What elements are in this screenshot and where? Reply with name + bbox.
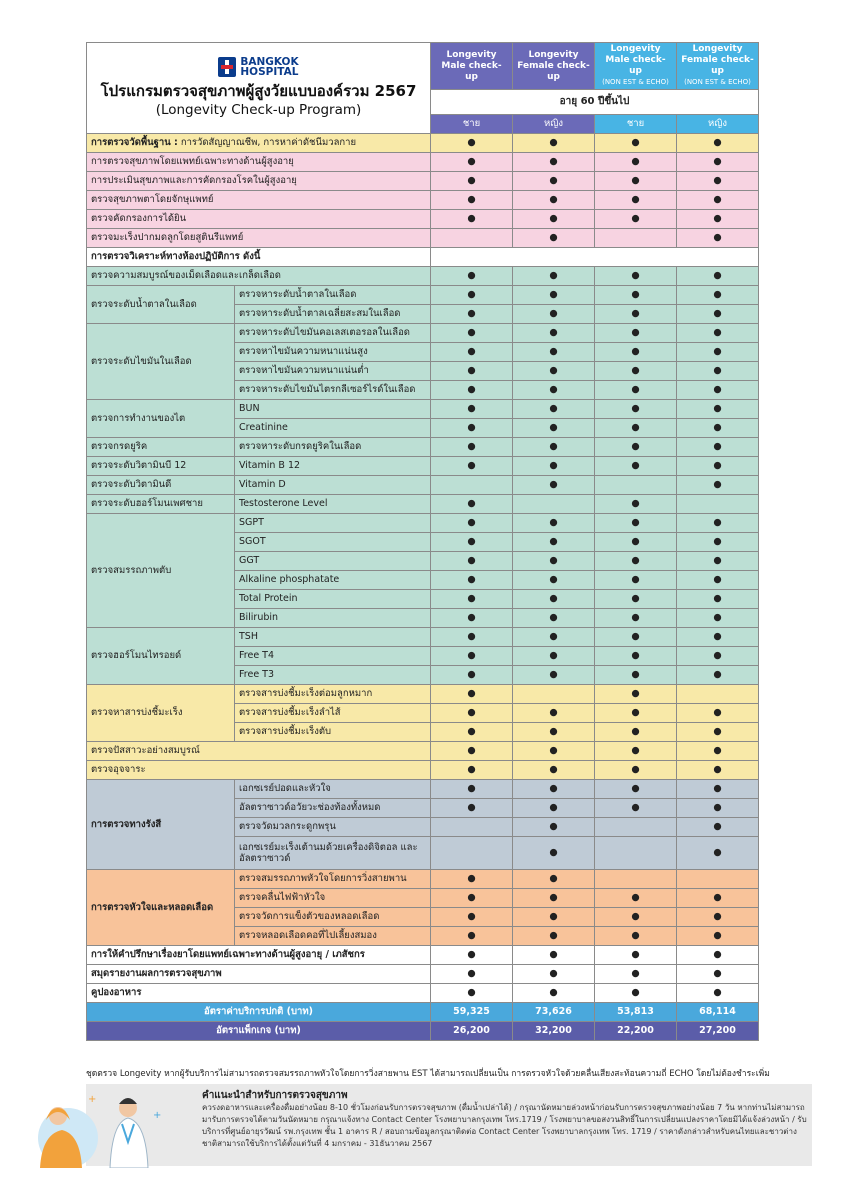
- table-row: GGT ● ● ● ●: [87, 552, 759, 571]
- svg-text:+: +: [153, 1110, 162, 1121]
- cross-logo-icon: [218, 57, 236, 77]
- table-row: ตรวจสารบ่งชี้มะเร็งตับ ● ● ● ●: [87, 723, 759, 742]
- table-row: Free T4 ● ● ● ●: [87, 647, 759, 666]
- table-row: ตรวจหลอดเลือดคอที่ไปเลี้ยงสมอง ● ● ● ●: [87, 927, 759, 946]
- checkup-table: [86, 42, 759, 1041]
- column-male-non-est: Longevity Male check-up (NON EST & ECHO): [595, 43, 677, 90]
- table-row: ตรวจปัสสาวะอย่างสมบูรณ์ ● ● ● ●: [87, 742, 759, 761]
- table-row: ตรวจคัดกรองการได้ยิน ● ● ● ●: [87, 210, 759, 229]
- table-row: การตรวจหัวใจและหลอดเลือด ตรวจสมรรถภาพหัวใจโดยการวิ่งสายพาน ● ●: [87, 870, 759, 889]
- table-row: ตรวจวัดการแข็งตัวของหลอดเลือด ● ● ● ●: [87, 908, 759, 927]
- table-row: ตรวจสมรรถภาพตับ SGPT ● ● ● ●: [87, 514, 759, 533]
- table-row: ตรวจหาระดับไขมันไตรกลีเซอร์ไรด์ในเลือด ● ● ● ●: [87, 381, 759, 400]
- table-row: ตรวจคลื่นไฟฟ้าหัวใจ ● ● ● ●: [87, 889, 759, 908]
- table-row: Bilirubin ● ● ● ●: [87, 609, 759, 628]
- program-title-thai: โปรแกรมตรวจสุขภาพผู้สูงวัยแบบองค์รวม 2567: [100, 82, 417, 100]
- gender-male: ชาย: [431, 115, 513, 134]
- normal-price-row: อัตราค่าบริการปกติ (บาท) 59,325 73,626 53,813 68,114: [87, 1003, 759, 1022]
- table-row: ตรวจระดับวิตามินดี Vitamin D ● ●: [87, 476, 759, 495]
- column-female-non-est: Longevity Female check-up (NON EST & ECHO): [677, 43, 759, 90]
- hospital-logo: BANGKOK HOSPITAL: [218, 57, 298, 77]
- table-row: คูปองอาหาร ● ● ● ●: [87, 984, 759, 1003]
- table-row: การให้คำปรึกษาเรื่องยาโดยแพทย์เฉพาะทางด้านผู้สูงอายุ / เภสัชกร ● ● ● ●: [87, 946, 759, 965]
- table-row: การประเมินสุขภาพและการคัดกรองโรคในผู้สูงอายุ ● ● ● ●: [87, 172, 759, 191]
- doctor-patient-illustration-icon: [18, 1088, 178, 1168]
- advice-text: ควรงดอาหารและเครื่องดื่มอย่างน้อย 8-10 ชั่วโมงก่อนรับการตรวจสุขภาพ (ดื่มน้ำเปล่าได้) / กรุณานัดหมายล่วงหน้าก่อนรับการตรวจสุขภาพอย่างน้อย 7 วัน หากท่านไม่สามารถมารับการตรวจได้ตามวันนัดหมาย กรุณาแจ้งทาง Contact Center โรงพยาบาลกรุงเทพ โทร.1719 / โรงพยาบาลขอสงวนสิทธิ์ในการเปลี่ยนแปลงราคาโดยมิได้แจ้งล่วงหน้า / รับบริการที่ศูนย์อายุรวัฒน์ รพ.กรุงเทพ ชั้น 1 อาคาร R / สอบถามข้อมูลกรุณาติดต่อ Contact Center โรงพยาบาลกรุงเทพ โทร. 1719 / ราคาดังกล่าวสำหรับคนไทยและชาวต่างชาติสามารถใช้บริการได้ตั้งแต่วันที่ 4 มกราคม - 31ธันวาคม 2567: [202, 1103, 807, 1148]
- table-row: Creatinine ● ● ● ●: [87, 419, 759, 438]
- program-title-cell: [87, 43, 431, 134]
- advice-box: [86, 1084, 812, 1166]
- table-row: ตรวจอุจจาระ ● ● ● ●: [87, 761, 759, 780]
- gender-female: หญิง: [677, 115, 759, 134]
- table-row: ตรวจสุขภาพตาโดยจักษุแพทย์ ● ● ● ●: [87, 191, 759, 210]
- table-row: ตรวจระดับฮอร์โมนเพศชาย Testosterone Level ● ●: [87, 495, 759, 514]
- table-row: การตรวจวัดพื้นฐาน : การวัดสัญญาณชีพ, การหาค่าดัชนีมวลกาย ● ● ● ●: [87, 134, 759, 153]
- table-row: ตรวจวัดมวลกระดูกพรุน ● ●: [87, 818, 759, 837]
- table-row: ตรวจสารบ่งชี้มะเร็งลำไส้ ● ● ● ●: [87, 704, 759, 723]
- table-row: ตรวจมะเร็งปากมดลูกโดยสูตินรีแพทย์ ● ●: [87, 229, 759, 248]
- table-row: ตรวจการทำงานของไต BUN ● ● ● ●: [87, 400, 759, 419]
- column-male: Longevity Male check-up: [431, 43, 513, 90]
- table-row: ตรวจหาไขมันความหนาแน่นต่ำ ● ● ● ●: [87, 362, 759, 381]
- table-row: สมุดรายงานผลการตรวจสุขภาพ ● ● ● ●: [87, 965, 759, 984]
- gender-female: หญิง: [513, 115, 595, 134]
- checkup-table-wrapper: [86, 42, 758, 1041]
- svg-text:+: +: [88, 1094, 97, 1105]
- advice-title: คำแนะนำสำหรับการตรวจสุขภาพ: [202, 1090, 348, 1101]
- table-row: ตรวจหาสารบ่งชี้มะเร็ง ตรวจสารบ่งชี้มะเร็งต่อมลูกหมาก ● ●: [87, 685, 759, 704]
- table-row: ตรวจกรดยูริค ตรวจหาระดับกรดยูริคในเลือด ● ● ● ●: [87, 438, 759, 457]
- est-echo-note: ชุดตรวจ Longevity หากผู้รับบริการไม่สามารถตรวจสมรรถภาพหัวใจโดยการวิ่งสายพาน EST ได้สามารถเปลี่ยนเป็น การตรวจหัวใจด้วยคลื่นเสียงสะท้อนความถี่ ECHO โดยไม่ต้องชำระเพิ่ม: [86, 1069, 770, 1079]
- table-row: ตรวจระดับวิตามินบี 12 Vitamin B 12 ● ● ● ●: [87, 457, 759, 476]
- table-row: ตรวจความสมบูรณ์ของเม็ดเลือดและเกล็ดเลือด ● ● ● ●: [87, 267, 759, 286]
- program-title-english: (Longevity Check-up Program): [155, 102, 362, 118]
- table-row: Free T3 ● ● ● ●: [87, 666, 759, 685]
- table-row: ตรวจระดับน้ำตาลในเลือด ตรวจหาระดับน้ำตาลในเลือด ● ● ● ●: [87, 286, 759, 305]
- column-female: Longevity Female check-up: [513, 43, 595, 90]
- table-row: ตรวจหาระดับน้ำตาลเฉลี่ยสะสมในเลือด ● ● ● ●: [87, 305, 759, 324]
- table-row: ตรวจหาไขมันความหนาแน่นสูง ● ● ● ●: [87, 343, 759, 362]
- table-row: อัลตราซาวด์อวัยวะช่องท้องทั้งหมด ● ● ● ●: [87, 799, 759, 818]
- table-row: ตรวจฮอร์โมนไทรอยด์ TSH ● ● ● ●: [87, 628, 759, 647]
- table-row: การตรวจสุขภาพโดยแพทย์เฉพาะทางด้านผู้สูงอายุ ● ● ● ●: [87, 153, 759, 172]
- table-row: Total Protein ● ● ● ●: [87, 590, 759, 609]
- table-row: การตรวจทางรังสี เอกซเรย์ปอดและหัวใจ ● ● ● ●: [87, 780, 759, 799]
- table-row: เอกซเรย์มะเร็งเต้านมด้วยเครื่องดิจิตอล และอัลตราซาวด์ ● ●: [87, 837, 759, 870]
- gender-male: ชาย: [595, 115, 677, 134]
- package-price-row: อัตราแพ็กเกจ (บาท) 26,200 32,200 22,200 27,200: [87, 1022, 759, 1041]
- table-row: SGOT ● ● ● ●: [87, 533, 759, 552]
- age-range: อายุ 60 ปีขึ้นไป: [431, 90, 759, 115]
- table-row: Alkaline phosphatate ● ● ● ●: [87, 571, 759, 590]
- table-row: ตรวจระดับไขมันในเลือด ตรวจหาระดับไขมันคอเลสเตอรอลในเลือด ● ● ● ●: [87, 324, 759, 343]
- section-header-lab: การตรวจวิเคราะห์ทางห้องปฏิบัติการ ดังนี้: [87, 248, 759, 267]
